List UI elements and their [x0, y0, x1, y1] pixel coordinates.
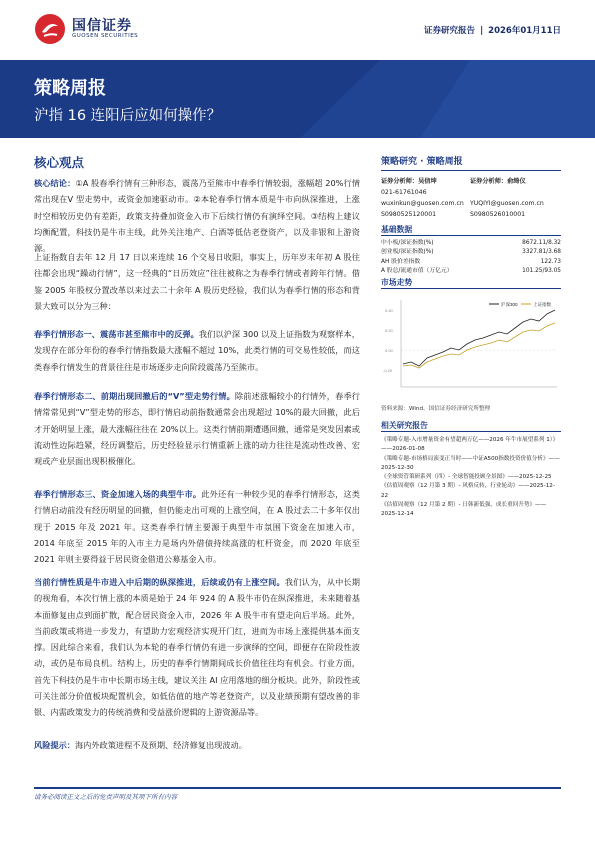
report-date: 2026年01月11日	[488, 26, 561, 36]
intro-text: 上证指数自去年 12 月 17 日以来连续 16 个交易日收阳，事实上，历年岁末年初 A 股往往都会出现“躁动行情”，这一经典的“日历效应”往往被称之为春季行情或者跨年行情。借鉴 2005 年股权分置改革以来过去二十余年 A 股历史经验，我们认为春季行情的形态和背景大致可以分为三种：	[34, 252, 360, 311]
sidebar-divider	[381, 170, 561, 171]
market-trend-heading: 市场走势	[381, 278, 413, 287]
report-type: 证券研究报告	[424, 26, 476, 36]
basic-data-row: 中小板/深证指数(%) 8672.11/8.32	[381, 240, 561, 246]
guosen-logo	[34, 13, 66, 45]
analyst-one-label: 证券分析师：吴信坤	[381, 178, 437, 185]
chart-source: 资料来源：Wind、国信证券经济研究所整理	[381, 406, 491, 412]
risk-paragraph	[34, 737, 360, 753]
related-report-link[interactable]: 《策略专题-入市增量资金有望超两万亿——2026 年牛市展望系列 1）》——2026-01-08	[381, 437, 559, 453]
report-subtitle: 沪指 16 连阳后应如何操作？	[34, 108, 222, 124]
risk-text: 海内外政策进程不及预期、经济修复出现波动。	[74, 740, 247, 750]
footer-disclaimer: 请务必阅读正文之后的免责声明及其项下所有内容	[34, 793, 177, 801]
core-views-heading: 核心观点	[34, 155, 85, 170]
report-title: 策略周报	[34, 78, 106, 99]
footer-divider	[34, 787, 561, 789]
basic-data-table	[381, 239, 561, 276]
analyst-one-cert: S0980525120001	[381, 211, 437, 218]
related-research-heading: 相关研究报告	[381, 421, 428, 430]
analyst-two-label: 证券分析师：俞绮仪	[470, 178, 526, 185]
pattern-three-text: 此外还有一种较少见的春季行情形态，这类行情启动前没有经历明显的回撤，但仍能走出可观的上涨空间，在 A 股过去二十多年仅出现于 2015 年及 2021 年。这类春季行情主要源于典型牛市氛围下资金在加速入市，2014 年底至 2015 年的入市主力是场内外借债持续高涨的杠杆资金，而 2020 年底至 2021 年则主要得益于居民资金借道公募基金入市。	[34, 489, 360, 565]
related-report-link[interactable]: 《全球资管策研系列（四）- 全球智能投顾全景图》——2025-12-25	[381, 474, 552, 481]
analyst-two-email[interactable]: YUQIYI@guosen.com.cn	[470, 200, 544, 207]
core-conclusion-lead: 核心结论：	[34, 178, 76, 188]
analyst-one-phone: 021-61761046	[381, 189, 427, 196]
analyst-one	[381, 176, 476, 220]
sidebar-title: 策略研究 · 策略周报	[381, 157, 463, 167]
pattern-one-lead: 春季行情形态一、震荡市甚至熊市中的反弹。	[34, 329, 199, 339]
pattern-two-text: 除前述涨幅较小的行情外，春季行情常常见到“V”型走势的形态，即行情启动前指数通常会出现超过 10%的最大回撤，此后才开始明显上涨，最大涨幅往往在 20%以上。这类行情前期遭遇回撤，通常是突发因素或流动性边际趋紧，经历调整后，历史经验显示行情重新上涨的动力往往是流动性改善、宏观或产业层面出现积极催化。	[34, 391, 360, 467]
legend-series-one: 沪深300	[501, 302, 518, 307]
related-research-divider	[381, 431, 561, 432]
svg-text:0.40: 0.40	[385, 308, 393, 313]
intro-paragraph	[34, 249, 360, 314]
analyst-two-cert: S0980526010001	[470, 211, 526, 218]
related-research-list	[381, 436, 561, 520]
related-report-link[interactable]: 《估值周观察（12 月第 2 期）- 日韩新低强，成长重回升势》——2025-12-14	[381, 502, 547, 518]
related-report-link[interactable]: 《估值周观察（12 月第 3 期）- 风格反转，行业轮动》——2025-12-22	[381, 483, 555, 499]
basic-data-row: AH 股价差指数 122.73	[381, 258, 561, 265]
svg-text:0.20: 0.20	[385, 328, 393, 333]
pattern-three-lead: 春季行情形态三、资金加速入场的典型牛市。	[34, 489, 202, 499]
current-view-lead: 当前行情性质是牛市进入中后期的纵深推进，后续或仍有上涨空间。	[34, 577, 285, 587]
core-conclusion-paragraph	[34, 175, 360, 256]
svg-text:-0.20: -0.20	[383, 368, 393, 373]
core-conclusion-text: ①A 股春季行情有三种形态，震荡乃至熊市中春季行情较弱，涨幅超 20%行情常出现在V 型走势中，或资金加速驱动市。②本轮春季行情本质是牛市向纵深推进，上涨时空相较历史仍有差距，政策支持叠加资金入市下后续行情仍有演绎空间。③结构上建议均衡配置，科技仍是牛市主线，此外关注地产、白酒等低估老登资产，以及非银和上游资源。	[34, 178, 360, 254]
basic-data-row: A 股总/流通市值（万亿元） 101.25/93.05	[381, 267, 561, 274]
basic-data-row: 创业板/深证指数(%) 3327.81/3.68	[381, 249, 561, 256]
logo-english-name: GUOSEN SECURITIES	[72, 33, 139, 39]
pattern-three-paragraph	[34, 486, 360, 567]
logo-chinese-name: 国信证券	[72, 18, 132, 34]
basic-data-heading: 基础数据	[381, 225, 413, 234]
basic-data-divider	[381, 235, 561, 236]
pattern-one-paragraph	[34, 326, 360, 375]
pattern-two-lead: 春季行情形态二、前期出现回撤后的“V”型走势行情。	[34, 391, 235, 401]
market-trend-divider	[381, 288, 561, 289]
header-meta: 证券研究报告 | 2026年01月11日	[424, 26, 561, 36]
analyst-two	[470, 176, 565, 220]
analyst-one-email[interactable]: wuxinkun@guosen.com.cn	[381, 200, 464, 207]
pattern-one-text: 我们以沪深 300 以及上证指数为观察样本，发现存在部分年份的春季行情指数最大涨幅不超过 10%，此类行情的可交易性较低，而这类春季行情发生的背景往往是市场逐步走向阶段震荡乃至熊市。	[34, 329, 360, 372]
risk-lead: 风险提示：	[34, 740, 75, 750]
current-view-text: 我们认为，从中长期的视角看，本次行情上涨的本质是始于 24 年 924 的 A 股牛市仍在纵深推进，未来随着基本面修复由点到面扩散，配合居民资金入市，2026 年 A 股牛市有望走向后半场。此外，当前政策或将进一步发力，有望助力宏观经济实现开门红，进而为市场上涨提供基本面支撑。因此综合来看，我们认为本轮的春季行情仍有进一步演绎的空间，即便存在阶段性波动，或仍是布局良机。结构上，历史的春季行情期间成长价值往往均有机会。行业方面，首先下科技仍是牛市中长期市场主线，建议关注 AI 应用落地的细分板块。此外，阶段性或可关注部分价值板块配置机会，如低估值的地产等老登资产，以及业绩预期有望改善的非银、内需政策发力的传统消费和受益涨价逻辑的上游资源品等。	[34, 577, 360, 718]
legend-series-two: 上证指数	[533, 302, 551, 307]
current-view-paragraph	[34, 574, 360, 721]
market-trend-chart	[381, 292, 561, 412]
pattern-two-paragraph	[34, 388, 360, 469]
related-report-link[interactable]: 《策略专题-市场格局演变正当时——中证A500指数投资价值分析》——2025-12-30	[381, 455, 560, 471]
svg-text:0.00: 0.00	[385, 348, 393, 353]
